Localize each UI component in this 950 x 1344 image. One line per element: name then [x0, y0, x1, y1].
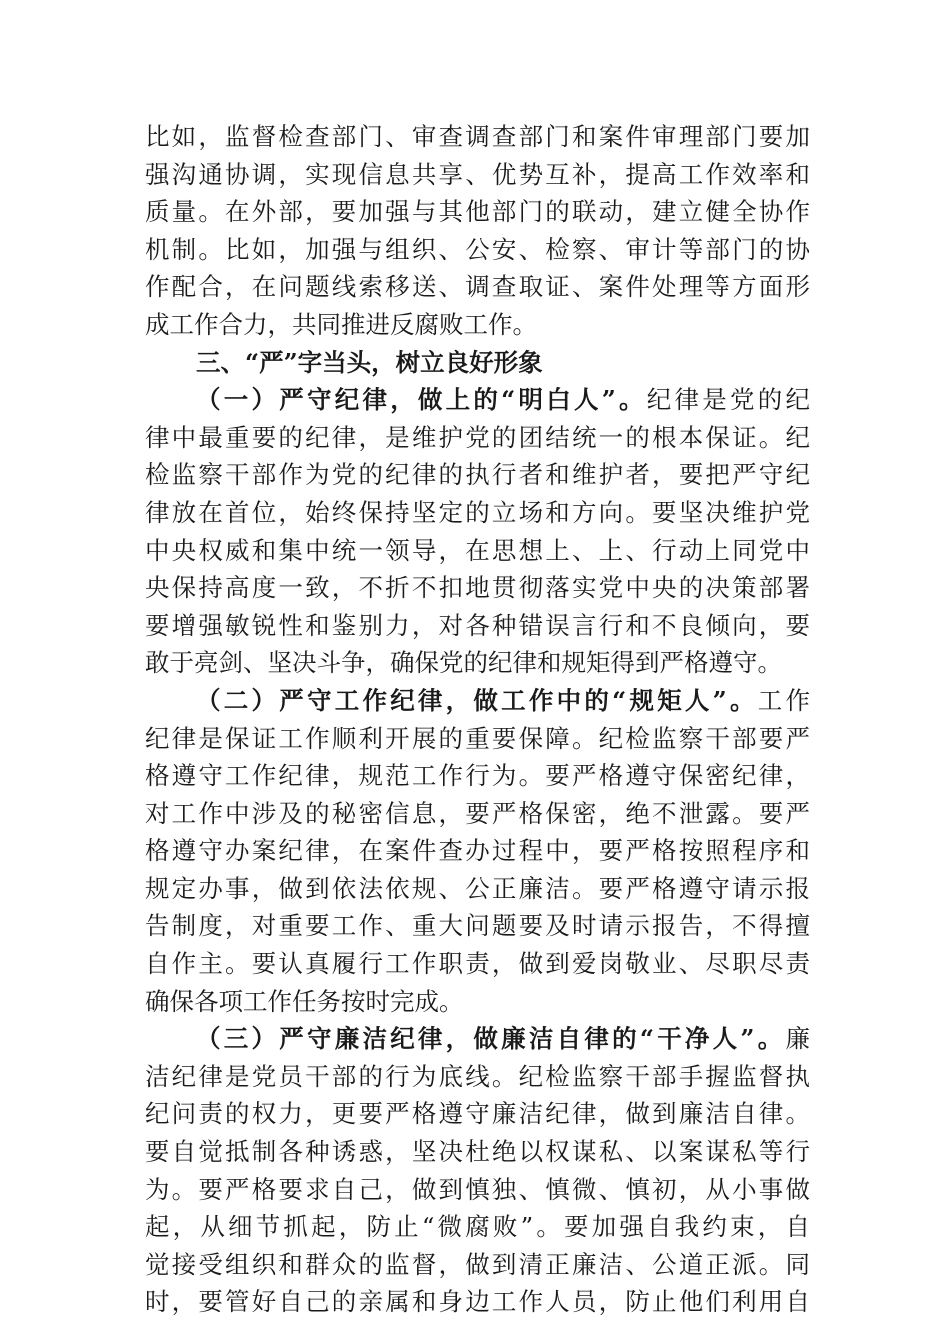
text-line: 央保持高度一致，不折不扣地贯彻落实党中央的决策部署	[145, 573, 810, 603]
text-line: 告制度，对重要工作、重大问题要及时请示报告，不得擅	[145, 911, 810, 941]
text-line: 觉接受组织和群众的监督，做到清正廉洁、公道正派。同	[145, 1249, 810, 1279]
text-line: 作配合，在问题线索移送、调查取证、案件处理等方面形	[145, 272, 810, 302]
text-line: 质量。在外部，要加强与其他部门的联动，建立健全协作	[145, 197, 810, 227]
text-line: 检监察干部作为党的纪律的执行者和维护者，要把严守纪	[145, 460, 810, 490]
text-line: 纪问责的权力，更要严格遵守廉洁纪律，做到廉洁自律。	[145, 1099, 810, 1129]
text-run: 纪律是党的纪	[646, 385, 811, 415]
text-line: 为。要严格要求自己，做到慎独、慎微、慎初，从小事做	[145, 1174, 810, 1204]
text-line: 强沟通协调，实现信息共享、优势互补，提高工作效率和	[145, 159, 810, 189]
document-page	[145, 118, 810, 1321]
text-line: 自作主。要认真履行工作职责，做到爱岗敬业、尽职尽责	[145, 949, 810, 979]
paragraph-discipline-1	[145, 381, 810, 682]
text-line: 律中最重要的纪律，是维护党的团结统一的根本保证。纪	[145, 422, 810, 452]
text-line: 成工作合力，共同推进反腐败工作。	[145, 309, 537, 339]
text-line: 律放在首位，始终保持坚定的立场和方向。要坚决维护党	[145, 497, 810, 527]
text-run: 工作	[757, 685, 811, 715]
paragraph-first-line	[145, 682, 810, 720]
text-line: 中央权威和集中统一领导，在思想上、上、行动上同党中	[145, 535, 810, 565]
text-line: 要自觉抵制各种诱惑，坚决杜绝以权谋私、以案谋私等行	[145, 1137, 810, 1167]
paragraph-discipline-2	[145, 682, 810, 1020]
text-line: 格遵守办案纪律，在案件查办过程中，要严格按照程序和	[145, 836, 810, 866]
paragraph-first-line	[145, 1020, 810, 1058]
text-line: 纪律是保证工作顺利开展的重要保障。纪检监察干部要严	[145, 723, 810, 753]
text-line: 敢于亮剑、坚决斗争，确保党的纪律和规矩得到严格遵守。	[145, 648, 782, 678]
text-line: 规定办事，做到依法依规、公正廉洁。要严格遵守请示报	[145, 873, 810, 903]
text-line: 对工作中涉及的秘密信息，要严格保密，绝不泄露。要严	[145, 798, 810, 828]
paragraph-collaboration	[145, 118, 810, 344]
subsection-heading: （二）严守工作纪律，做工作中的“规矩人”。	[196, 685, 758, 715]
text-line: 洁纪律是党员干部的行为底线。纪检监察干部手握监督执	[145, 1061, 810, 1091]
text-line: 起，从细节抓起，防止“微腐败”。要加强自我约束，自	[145, 1212, 810, 1242]
text-line: 时，要管好自己的亲属和身边工作人员，防止他们利用自	[145, 1287, 810, 1317]
paragraph-discipline-3	[145, 1020, 810, 1321]
text-line: 要增强敏锐性和鉴别力，对各种错误言行和不良倾向，要	[145, 610, 810, 640]
text-run: 廉	[785, 1024, 810, 1054]
subsection-heading: （三）严守廉洁纪律，做廉洁自律的“干净人”。	[196, 1024, 786, 1054]
text-line: 比如，监督检查部门、审查调查部门和案件审理部门要加	[145, 122, 810, 151]
text-line: 机制。比如，加强与组织、公安、检察、审计等部门的协	[145, 234, 810, 264]
section-heading: 三、“严”字当头，树立良好形象	[196, 347, 543, 377]
subsection-heading: （一）严守纪律，做上的“明白人”。	[196, 385, 647, 415]
text-line: 格遵守工作纪律，规范工作行为。要严格遵守保密纪律，	[145, 761, 810, 791]
paragraph-first-line	[145, 381, 810, 419]
text-line: 确保各项工作任务按时完成。	[145, 986, 464, 1016]
